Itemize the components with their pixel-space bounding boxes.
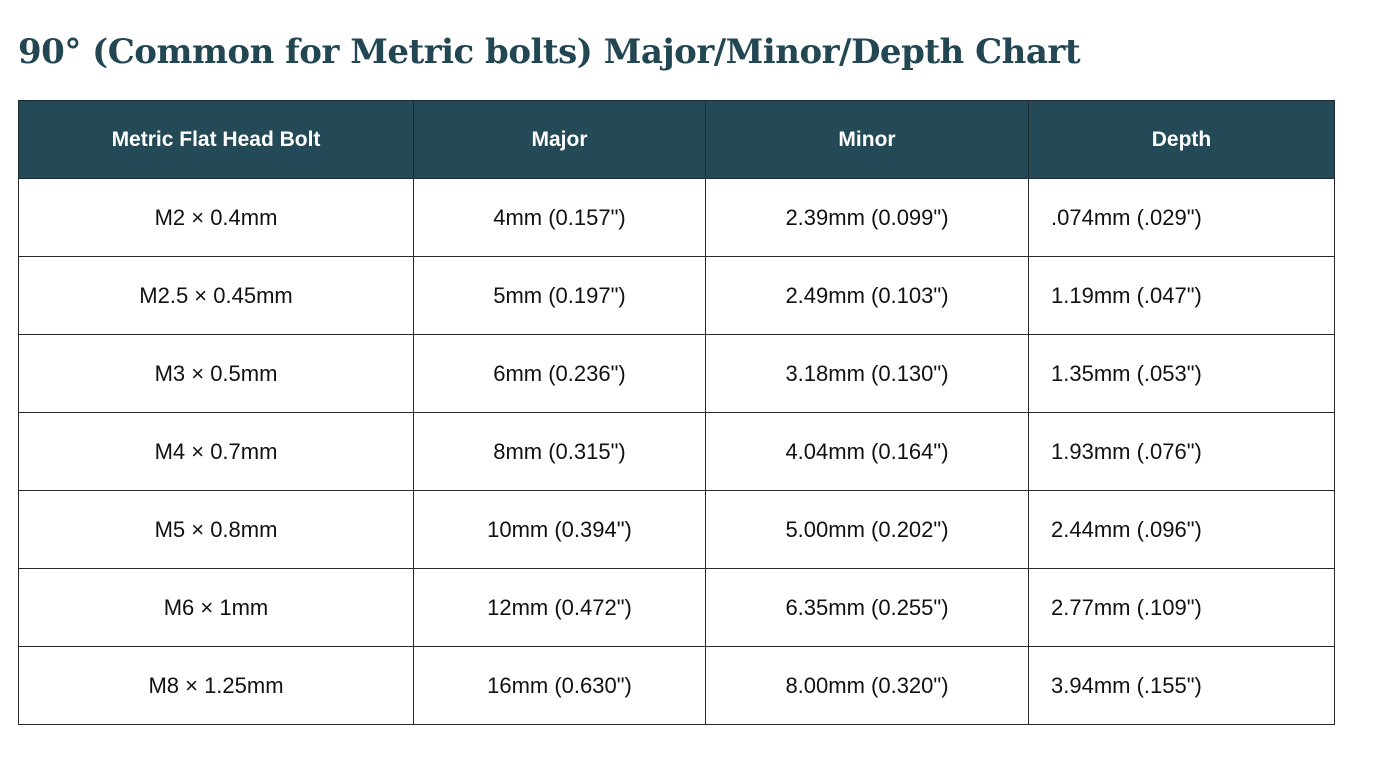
bolt-size-cell: M8 × 1.25mm [19,647,414,725]
major-cell: 12mm (0.472") [414,569,706,647]
major-cell: 8mm (0.315") [414,413,706,491]
depth-cell: 2.77mm (.109") [1029,569,1335,647]
major-cell: 16mm (0.630") [414,647,706,725]
depth-cell: 1.19mm (.047") [1029,257,1335,335]
minor-cell: 5.00mm (0.202") [706,491,1029,569]
table-row [19,569,1335,647]
depth-cell: 2.44mm (.096") [1029,491,1335,569]
table-row [19,413,1335,491]
table-row [19,257,1335,335]
bolt-size-cell: M5 × 0.8mm [19,491,414,569]
column-header-bolt: Metric Flat Head Bolt [19,101,414,179]
major-cell: 6mm (0.236") [414,335,706,413]
bolt-size-cell: M4 × 0.7mm [19,413,414,491]
depth-cell: 3.94mm (.155") [1029,647,1335,725]
bolt-size-cell: M6 × 1mm [19,569,414,647]
table-header-row [19,101,1335,179]
minor-cell: 2.49mm (0.103") [706,257,1029,335]
depth-cell: 1.35mm (.053") [1029,335,1335,413]
table-row [19,647,1335,725]
depth-cell: 1.93mm (.076") [1029,413,1335,491]
major-cell: 10mm (0.394") [414,491,706,569]
major-cell: 5mm (0.197") [414,257,706,335]
minor-cell: 2.39mm (0.099") [706,179,1029,257]
bolt-size-cell: M2 × 0.4mm [19,179,414,257]
column-header-minor: Minor [706,101,1029,179]
bolt-size-cell: M3 × 0.5mm [19,335,414,413]
page-title: 90° (Common for Metric bolts) Major/Minor/Depth Chart [18,32,1081,72]
minor-cell: 8.00mm (0.320") [706,647,1029,725]
bolt-chart-table [18,100,1335,725]
table-row [19,335,1335,413]
minor-cell: 4.04mm (0.164") [706,413,1029,491]
table-row [19,179,1335,257]
bolt-size-cell: M2.5 × 0.45mm [19,257,414,335]
minor-cell: 3.18mm (0.130") [706,335,1029,413]
depth-cell: .074mm (.029") [1029,179,1335,257]
column-header-major: Major [414,101,706,179]
minor-cell: 6.35mm (0.255") [706,569,1029,647]
major-cell: 4mm (0.157") [414,179,706,257]
table-row [19,491,1335,569]
column-header-depth: Depth [1029,101,1335,179]
